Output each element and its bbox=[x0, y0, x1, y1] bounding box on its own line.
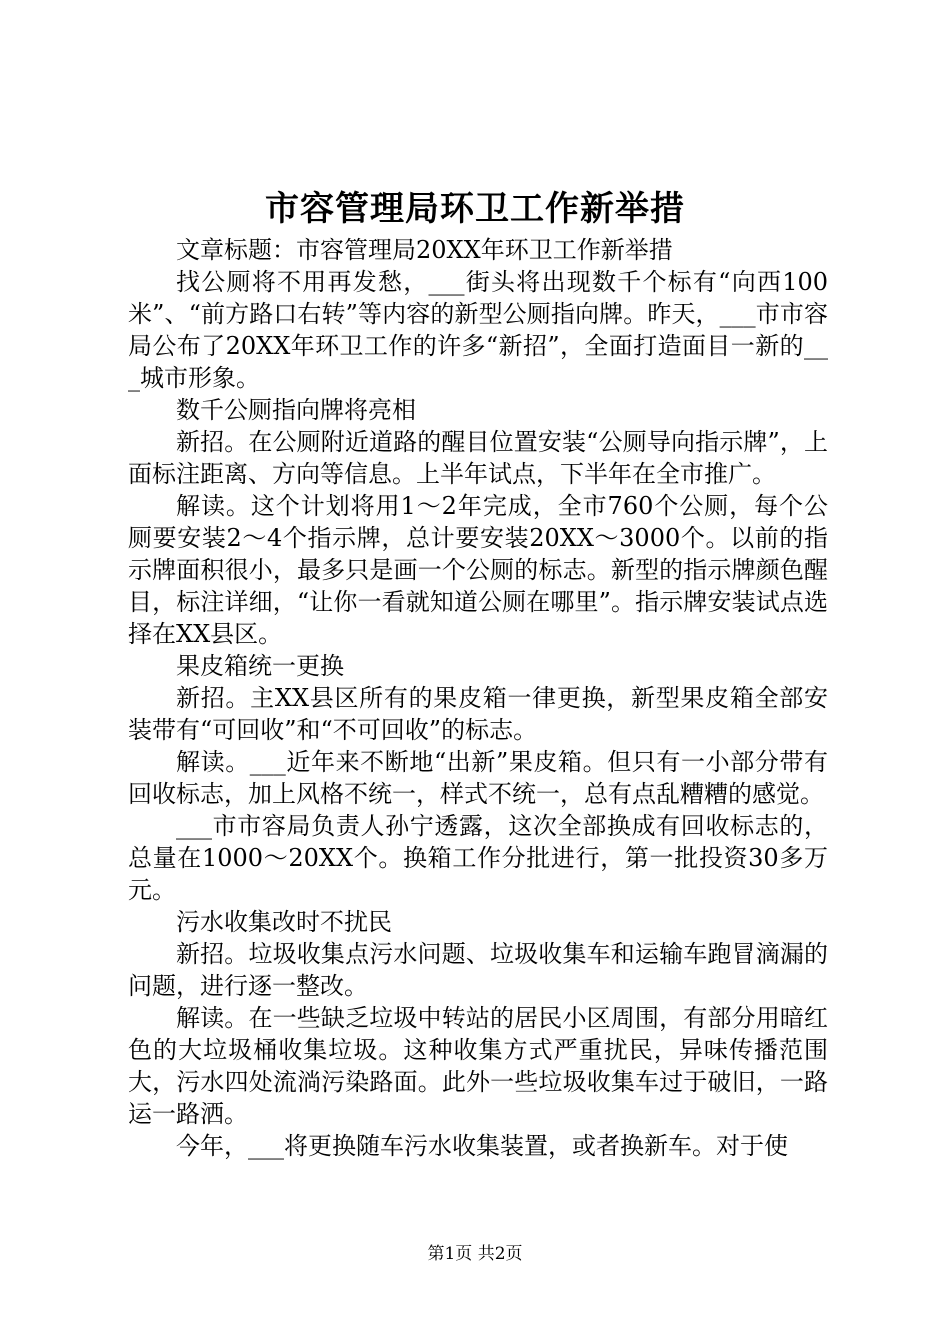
section-heading-sewage: 污水收集改时不扰民 bbox=[176, 908, 392, 936]
document-body bbox=[128, 234, 828, 1162]
paragraph-intro: 找公厕将不用再发愁，___街头将出现数千个标有“向西100米”、“前方路口右转”等内容的新型公厕指向牌。昨天，___市市容局公布了20XX年环卫工作的许多“新招”，全面打造面目一新的___城市形象。 bbox=[128, 268, 828, 392]
paragraph-interpretation-1: 解读。这个计划将用1～2年完成，全市760个公厕，每个公厕要安装2～4个指示牌，总计要安装20XX～3000个。以前的指示牌面积很小，最多只是画一个公厕的标志。新型的指示牌颜色醒目，标注详细，“让你一看就知道公厕在哪里”。指示牌安装试点选择在XX县区。 bbox=[128, 492, 828, 648]
section-heading-toilet-signs: 数千公厕指向牌将亮相 bbox=[176, 396, 416, 424]
paragraph-new-measure-3: 新招。垃圾收集点污水问题、垃圾收集车和运输车跑冒滴漏的问题，进行逐一整改。 bbox=[128, 940, 828, 1000]
paragraph-interpretation-2: 解读。___近年来不断地“出新”果皮箱。但只有一小部分带有回收标志，加上风格不统一，样式不统一，总有点乱糟糟的感觉。 bbox=[128, 748, 828, 808]
paragraph-official-statement: ___市市容局负责人孙宁透露，这次全部换成有回收标志的，总量在1000～20XX个。换箱工作分批进行，第一批投资30多万元。 bbox=[128, 812, 828, 904]
section-heading-trash-bins: 果皮箱统一更换 bbox=[176, 652, 344, 680]
paragraph-this-year: 今年，___将更换随车污水收集装置，或者换新车。对于使 bbox=[176, 1132, 788, 1160]
paragraph-new-measure-1: 新招。在公厕附近道路的醒目位置安装“公厕导向指示牌”，上面标注距离、方向等信息。上半年试点，下半年在全市推广。 bbox=[128, 428, 828, 488]
article-title-line: 文章标题：市容管理局20XX年环卫工作新举措 bbox=[176, 236, 673, 264]
paragraph-new-measure-2: 新招。主XX县区所有的果皮箱一律更换，新型果皮箱全部安装带有“可回收”和“不可回收”的标志。 bbox=[128, 684, 828, 744]
document-title: 市容管理局环卫工作新举措 bbox=[265, 189, 685, 229]
page-footer: 第1页 共2页 bbox=[427, 1244, 523, 1264]
paragraph-interpretation-3: 解读。在一些缺乏垃圾中转站的居民小区周围，有部分用暗红色的大垃圾桶收集垃圾。这种收集方式严重扰民，异味传播范围大，污水四处流淌污染路面。此外一些垃圾收集车过于破旧，一路运一路洒。 bbox=[128, 1004, 828, 1128]
